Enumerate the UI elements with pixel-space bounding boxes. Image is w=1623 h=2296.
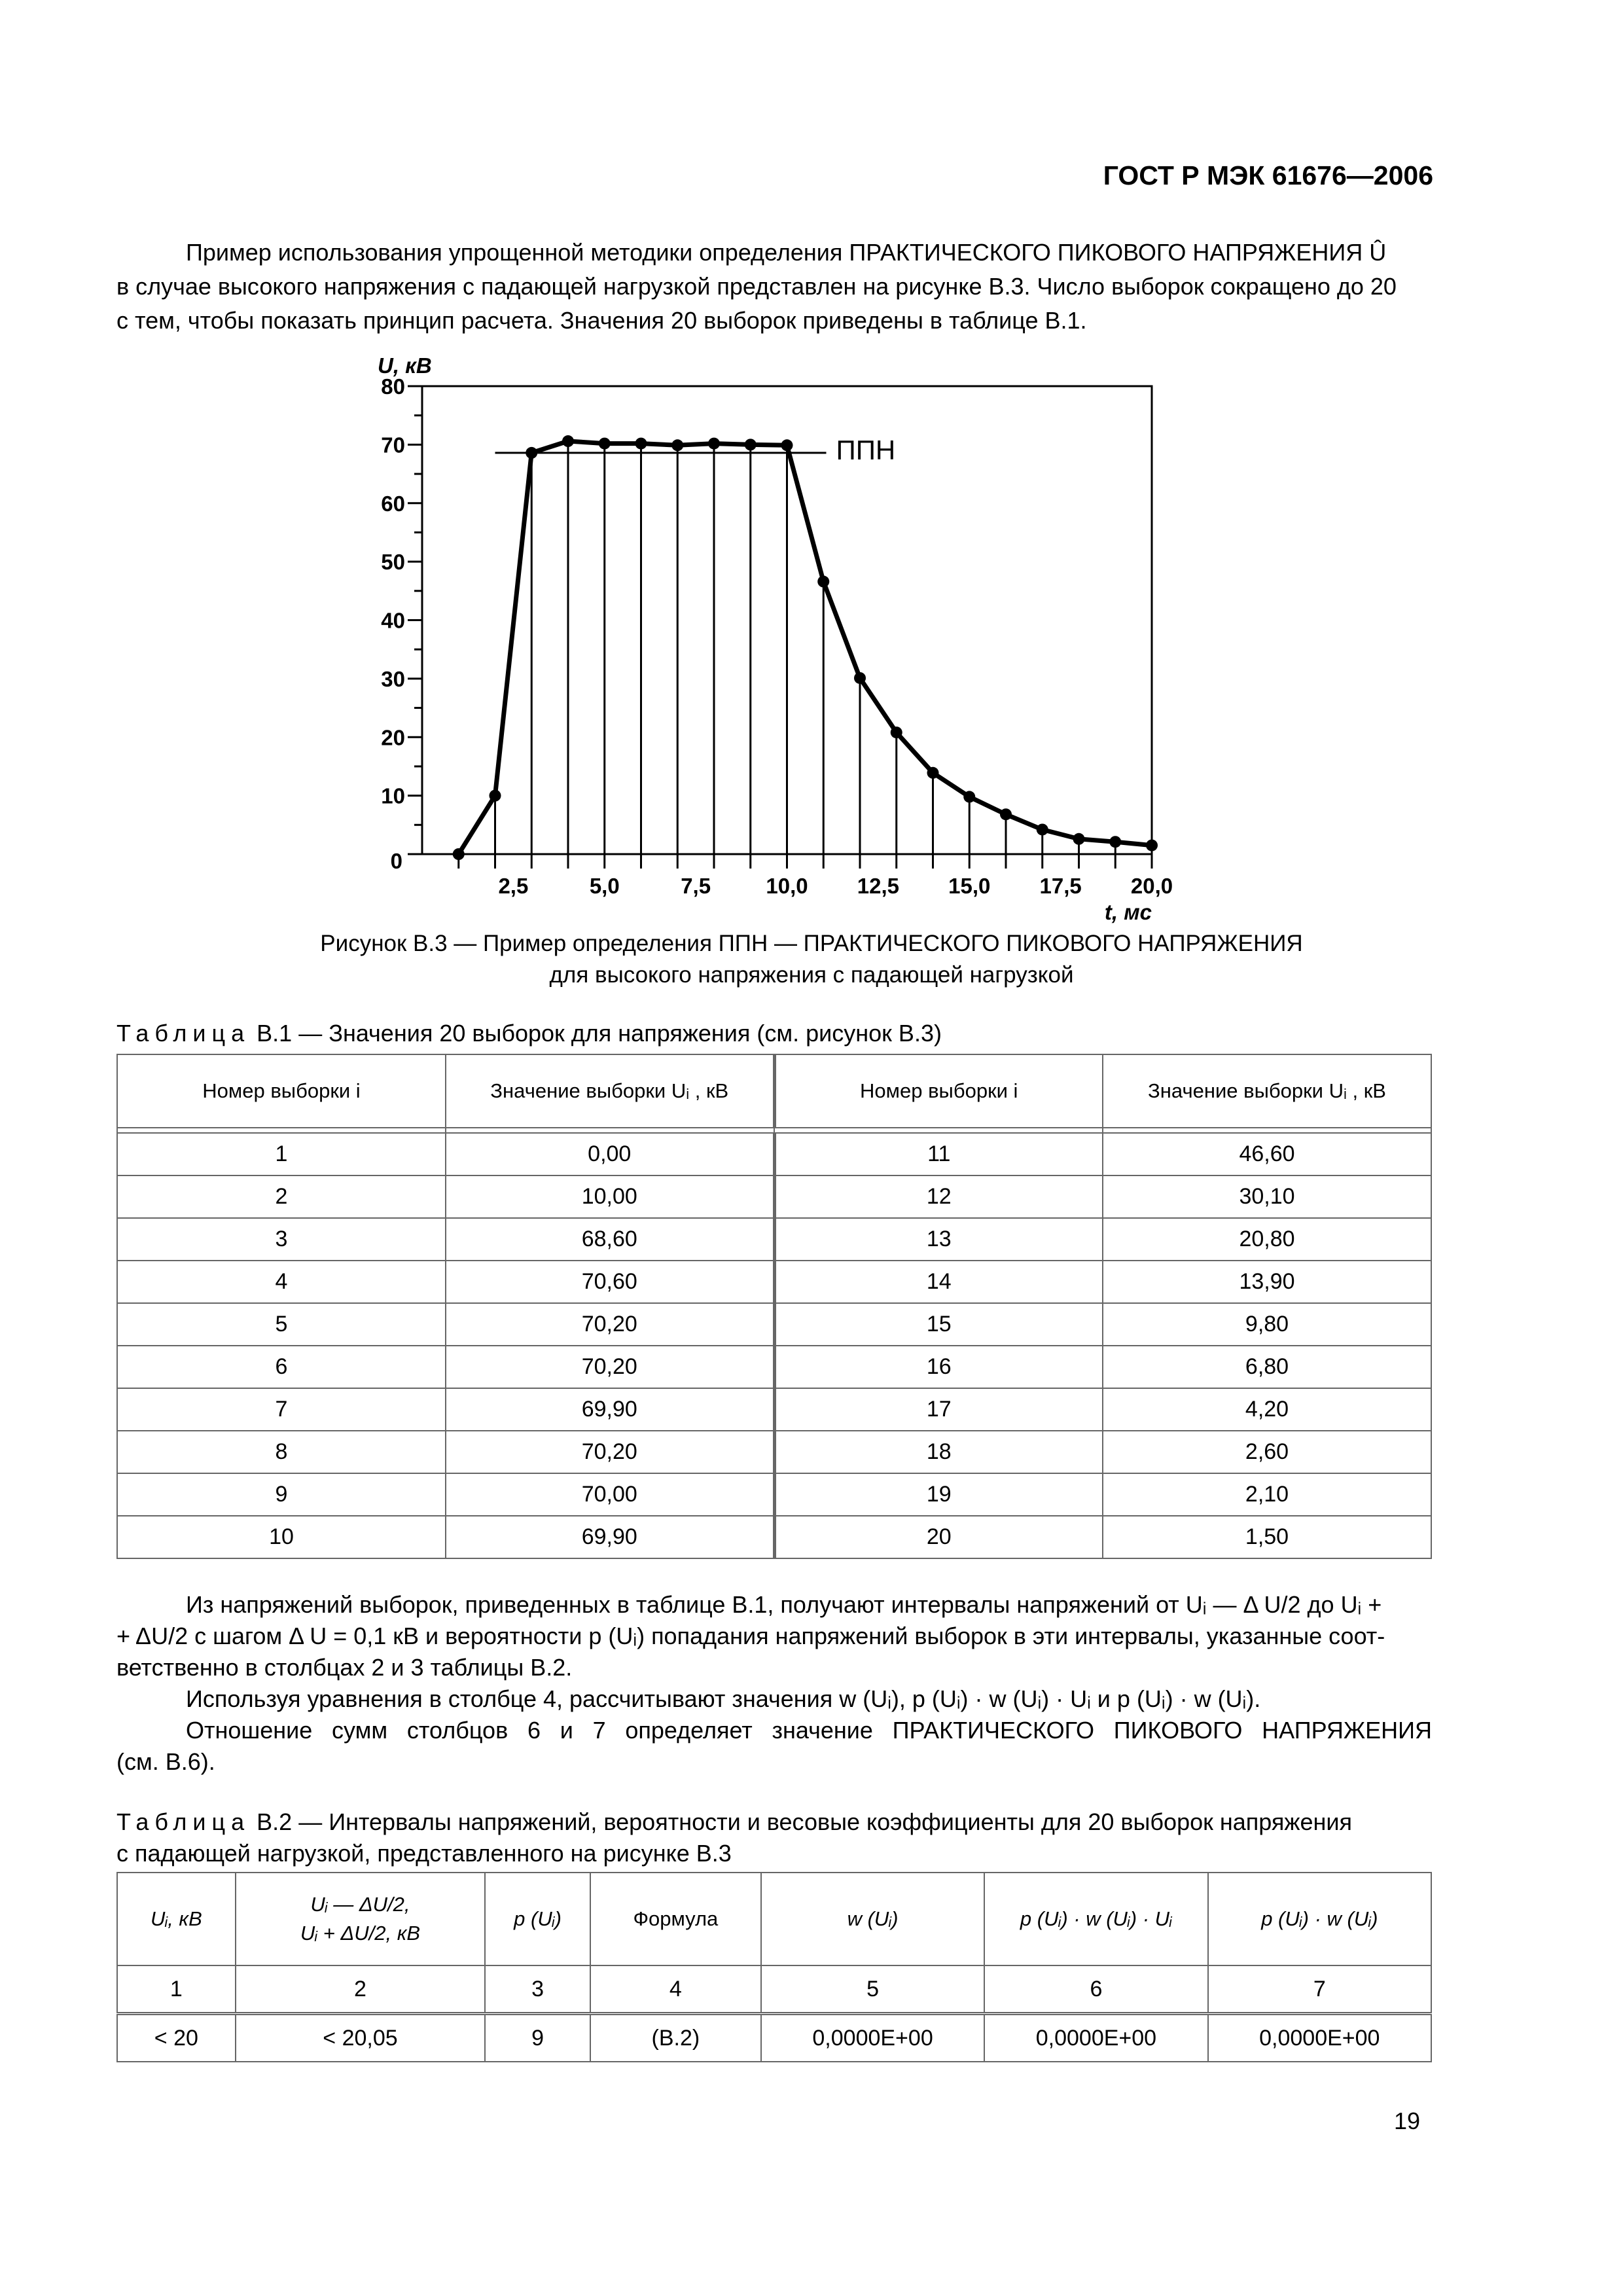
table-cell: 13,90 (1103, 1261, 1431, 1303)
table-header-row (117, 1054, 1431, 1128)
table-row (117, 1175, 1431, 1218)
table1-caption (116, 1018, 1432, 1049)
chart-svg (353, 340, 1237, 929)
col-header-pw: p (Uᵢ) · w (Uᵢ) (1208, 1873, 1431, 1965)
data-point (854, 672, 866, 684)
series-line (459, 441, 1152, 854)
table-cell: 0,0000E+00 (761, 2014, 984, 2062)
col-header-sample-value-2: Значение выборки Uᵢ , кВ (1103, 1054, 1431, 1128)
intro-line-3: с тем, чтобы показать принцип расчета. Значения 20 выборок приведены в таблице B.1. (116, 307, 1087, 334)
table1-caption-text: B.1 — Значения 20 выборок для напряжения (см. рисунок B.3) (250, 1020, 942, 1047)
table-header-row (117, 1873, 1431, 1965)
data-point (490, 790, 501, 802)
table-cell: 10 (117, 1516, 446, 1558)
table-cell: 70,20 (446, 1346, 774, 1388)
table-cell: 69,90 (446, 1516, 774, 1558)
table-cell: 69,90 (446, 1388, 774, 1431)
table-cell: (B.2) (590, 2014, 761, 2062)
figure-caption-line-1: Рисунок B.3 — Пример определения ППН — ПРАКТИЧЕСКОГО ПИКОВОГО НАПРЯЖЕНИЯ (320, 931, 1303, 956)
table-cell: 70,20 (446, 1431, 774, 1473)
figure-caption (131, 928, 1492, 991)
table-cell: 46,60 (1103, 1133, 1431, 1175)
col-header-sample-number-2: Номер выборки i (774, 1054, 1103, 1128)
x-tick-label: 20,0 (1130, 874, 1173, 898)
table-cell: 6,80 (1103, 1346, 1431, 1388)
x-tick-label: 7,5 (681, 874, 711, 898)
table-cell: < 20,05 (236, 2014, 486, 2062)
table-cell: 30,10 (1103, 1175, 1431, 1218)
col-header-formula: Формула (590, 1873, 761, 1965)
x-tick-label: 2,5 (498, 874, 529, 898)
col-header-voltage: Uᵢ, кВ (117, 1873, 236, 1965)
table-cell: 19 (774, 1473, 1103, 1516)
table-cell: 9,80 (1103, 1303, 1431, 1346)
table2-caption-line-2: с падающей нагрузкой, представленного на рисунке B.3 (116, 1840, 732, 1867)
body-p3-line-2: (см. B.6). (116, 1748, 215, 1775)
col-header-interval-line-2: Uᵢ + ΔU/2, кВ (300, 1922, 421, 1945)
table-cell: 9 (485, 2014, 590, 2062)
body-p3-line-1: Отношение сумм столбцов 6 и 7 определяет значение ПРАКТИЧЕСКОГО ПИКОВОГО НАПРЯЖЕНИЯ (186, 1717, 1432, 1744)
intro-line-1: Пример использования упрощенной методики определения ПРАКТИЧЕСКОГО ПИКОВОГО НАПРЯЖЕНИЯ Û (186, 239, 1387, 266)
data-point (671, 439, 683, 451)
body-p1-line-3: ветственно в столбцах 2 и 3 таблицы B.2. (116, 1654, 573, 1681)
x-tick-label: 10,0 (766, 874, 808, 898)
data-point (599, 438, 611, 450)
x-axis-label: t, мс (1104, 900, 1152, 924)
table-cell: 2,10 (1103, 1473, 1431, 1516)
data-point (1109, 836, 1121, 848)
col-header-sample-value: Значение выборки Uᵢ , кВ (446, 1054, 774, 1128)
y-tick-label: 20 (381, 725, 405, 750)
table-row (117, 1431, 1431, 1473)
x-tick-label: 5,0 (589, 874, 620, 898)
table-row (117, 1388, 1431, 1431)
data-point (1037, 823, 1048, 835)
table-cell: 0,00 (446, 1133, 774, 1175)
col-header-weight: w (Uᵢ) (761, 1873, 984, 1965)
table-row (117, 1303, 1431, 1346)
data-point (891, 726, 902, 738)
table-cell: 0,0000E+00 (984, 2014, 1207, 2062)
data-point (817, 576, 829, 588)
body-paragraphs (116, 1589, 1432, 1778)
column-number: 7 (1208, 1965, 1431, 2014)
table-row (117, 1261, 1431, 1303)
x-tick-label: 17,5 (1039, 874, 1082, 898)
table-cell: 6 (117, 1346, 446, 1388)
table-row (117, 1473, 1431, 1516)
data-point (708, 438, 720, 450)
data-point (963, 791, 975, 802)
column-number: 3 (485, 1965, 590, 2014)
table-cell: 9 (117, 1473, 446, 1516)
separator-cell (117, 1128, 446, 1133)
data-point (781, 439, 793, 451)
data-point (453, 848, 465, 860)
intro-line-2: в случае высокого напряжения с падающей нагрузкой представлен на рисунке B.3. Число выборок сокращено до 20 (116, 273, 1397, 300)
table-cell: 17 (774, 1388, 1103, 1431)
body-p1-line-1: Из напряжений выборок, приведенных в таблице B.1, получают интервалы напряжений от Uᵢ — Δ U/2 до Uᵢ + (186, 1591, 1382, 1618)
column-number: 4 (590, 1965, 761, 2014)
table2-caption-word: Таблица (116, 1808, 251, 1835)
table-row (117, 1516, 1431, 1558)
data-point (1000, 808, 1012, 820)
table-cell: 4 (117, 1261, 446, 1303)
ppn-annotation: ППН (836, 434, 896, 465)
column-number: 2 (236, 1965, 486, 2014)
table-cell: 70,00 (446, 1473, 774, 1516)
voltage-chart (353, 340, 1237, 929)
col-header-pwu: p (Uᵢ) · w (Uᵢ) · Uᵢ (984, 1873, 1207, 1965)
table-cell: 16 (774, 1346, 1103, 1388)
col-header-interval (236, 1873, 486, 1965)
data-point (745, 439, 757, 450)
separator-cell (1103, 1128, 1431, 1133)
table-cell: 4,20 (1103, 1388, 1431, 1431)
table2-caption-text: B.2 — Интервалы напряжений, вероятности и весовые коэффициенты для 20 выборок напряжения (250, 1808, 1352, 1835)
y-tick-label: 70 (381, 433, 405, 457)
x-tick-label: 12,5 (857, 874, 899, 898)
table-cell: 12 (774, 1175, 1103, 1218)
column-number-row (117, 1965, 1431, 2014)
table-cell: 14 (774, 1261, 1103, 1303)
data-point (562, 435, 574, 447)
table-row (117, 1133, 1431, 1175)
column-number: 1 (117, 1965, 236, 2014)
table-cell: 18 (774, 1431, 1103, 1473)
data-point (927, 767, 939, 779)
table-cell: 10,00 (446, 1175, 774, 1218)
data-point (1146, 840, 1158, 852)
y-tick-label: 40 (381, 608, 405, 633)
document-id: ГОСТ Р МЭК 61676—2006 (1103, 160, 1433, 190)
y-tick-label: 50 (381, 550, 405, 575)
y-tick-label: 10 (381, 783, 405, 808)
table1-caption-word: Таблица (116, 1020, 251, 1047)
table-cell: 0,0000E+00 (1208, 2014, 1431, 2062)
samples-table (116, 1054, 1432, 1559)
table-cell: 20 (774, 1516, 1103, 1558)
page-number: 19 (1394, 2108, 1421, 2134)
x-tick-label: 15,0 (948, 874, 991, 898)
col-header-probability: p (Uᵢ) (485, 1873, 590, 1965)
table-row (117, 2014, 1431, 2062)
table-cell: < 20 (117, 2014, 236, 2062)
table-row (117, 1218, 1431, 1261)
separator-cell (446, 1128, 774, 1133)
table-cell: 70,60 (446, 1261, 774, 1303)
y-tick-label: 30 (381, 666, 405, 691)
figure-caption-line-2: для высокого напряжения с падающей нагрузкой (549, 962, 1074, 988)
separator-cell (774, 1128, 1103, 1133)
column-number: 5 (761, 1965, 984, 2014)
table-cell: 2 (117, 1175, 446, 1218)
y-axis-label: U, кВ (378, 353, 432, 378)
table-cell: 11 (774, 1133, 1103, 1175)
table-cell: 1,50 (1103, 1516, 1431, 1558)
data-point (1073, 833, 1085, 845)
table-cell: 2,60 (1103, 1431, 1431, 1473)
column-number: 6 (984, 1965, 1207, 2014)
data-point (526, 447, 537, 459)
table-cell: 3 (117, 1218, 446, 1261)
table-cell: 1 (117, 1133, 446, 1175)
table2-caption (116, 1806, 1432, 1869)
table-cell: 8 (117, 1431, 446, 1473)
col-header-sample-number: Номер выборки i (117, 1054, 446, 1128)
intervals-table (116, 1872, 1432, 2062)
y-tick-label: 0 (390, 849, 402, 873)
table-cell: 68,60 (446, 1218, 774, 1261)
data-point (635, 438, 647, 450)
table-cell: 7 (117, 1388, 446, 1431)
y-tick-label: 80 (381, 374, 405, 399)
table-cell: 15 (774, 1303, 1103, 1346)
table-cell: 13 (774, 1218, 1103, 1261)
col-header-interval-line-1: Uᵢ — ΔU/2, (310, 1893, 410, 1916)
table-row (117, 1346, 1431, 1388)
intro-paragraph (116, 236, 1432, 338)
body-p1-line-2: + ΔU/2 с шагом Δ U = 0,1 кВ и вероятности p (Uᵢ) попадания напряжений выборок в эти интервалы, указанные соот- (116, 1623, 1385, 1649)
table-cell: 5 (117, 1303, 446, 1346)
header-separator-row (117, 1128, 1431, 1133)
body-p2: Используя уравнения в столбце 4, рассчитывают значения w (Uᵢ), p (Uᵢ) · w (Uᵢ) · Uᵢ и p (Uᵢ) · w (Uᵢ). (186, 1685, 1261, 1712)
table-cell: 20,80 (1103, 1218, 1431, 1261)
y-tick-label: 60 (381, 491, 405, 516)
table-cell: 70,20 (446, 1303, 774, 1346)
